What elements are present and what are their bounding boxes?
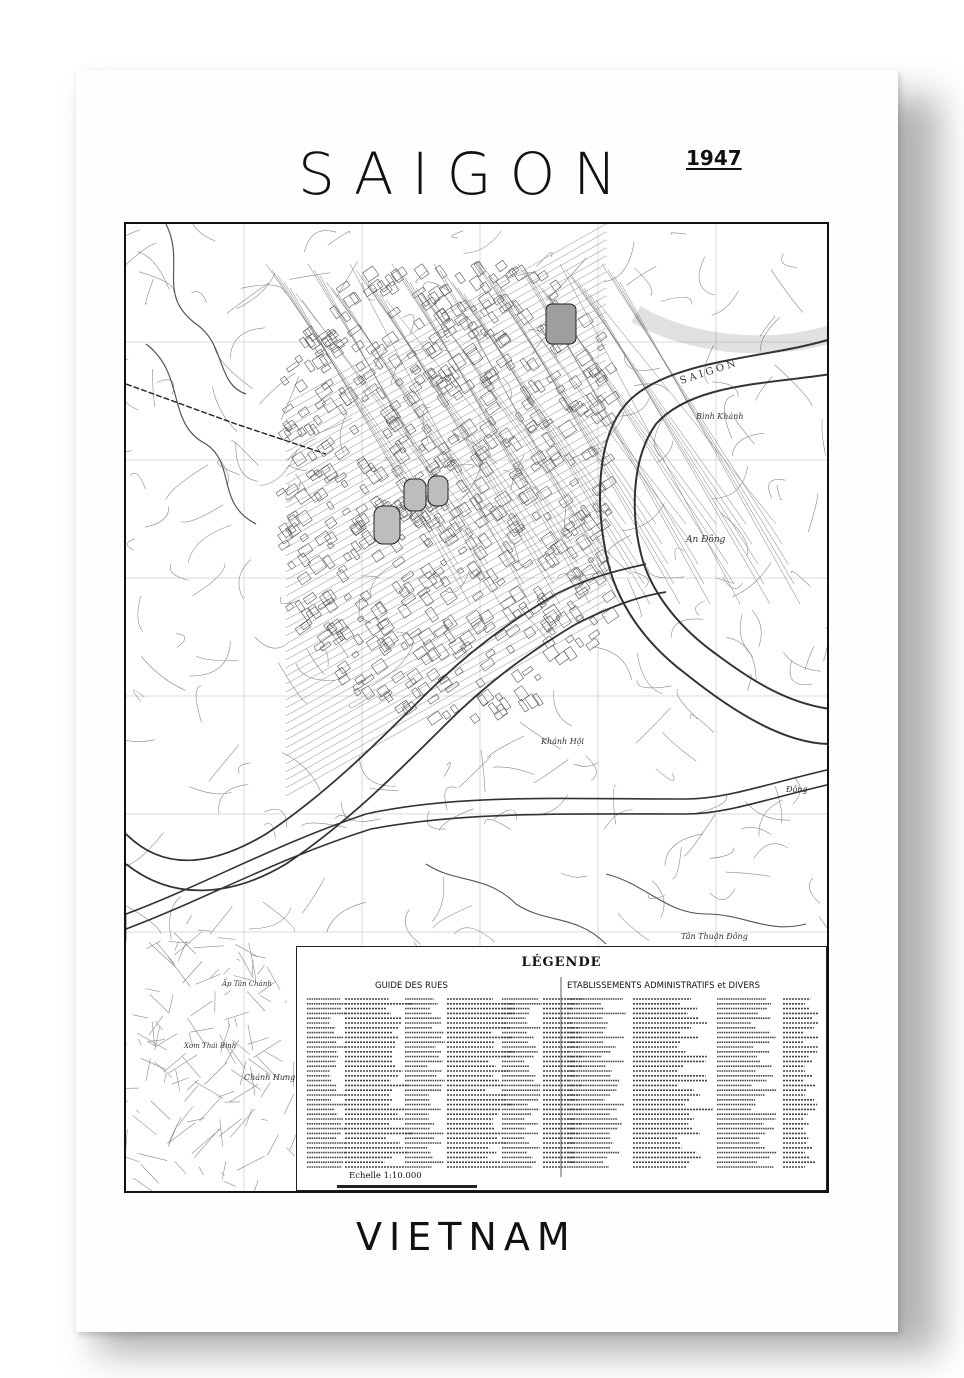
map-legend	[296, 946, 827, 1191]
place-khanh-hoi: Khánh Hội	[541, 737, 585, 746]
legend-streets-heading: GUIDE DES RUES	[375, 981, 448, 991]
place-ap-tan-chanh: Ấp Tân Chánh	[222, 980, 272, 988]
place-tan-thuan-dong: Tân Thuận Đông	[681, 932, 748, 941]
place-xom-thai-binh: Xom Thái Bình	[184, 1042, 237, 1050]
legend-establishments-heading: ETABLISSEMENTS ADMINISTRATIFS et DIVERS	[567, 981, 761, 991]
legend-index-columns	[297, 947, 828, 1192]
poster-title: SAIGON	[298, 140, 635, 208]
saigon-river-bank-west	[635, 374, 829, 709]
place-dong: Đông	[786, 785, 808, 794]
place-an-dong: An Đông	[686, 535, 726, 545]
ben-nghe-canal-north	[126, 564, 646, 860]
legend-scale: Echelle 1:10.000	[349, 1171, 422, 1181]
place-chanh-hung: Chánh Hưng	[244, 1073, 296, 1082]
river-label-saigon: SAIGON	[678, 357, 740, 387]
city-blocks	[266, 224, 800, 796]
poster-year: 1947	[686, 146, 742, 170]
poster-subtitle: VIETNAM	[356, 1215, 577, 1259]
city-map	[124, 222, 829, 1193]
place-binh-khanh: Bình Khánh	[696, 412, 744, 421]
ben-nghe-canal-south	[126, 592, 666, 890]
tau-hu-canal	[126, 769, 829, 914]
legend-title: LÉGENDE	[521, 955, 602, 970]
